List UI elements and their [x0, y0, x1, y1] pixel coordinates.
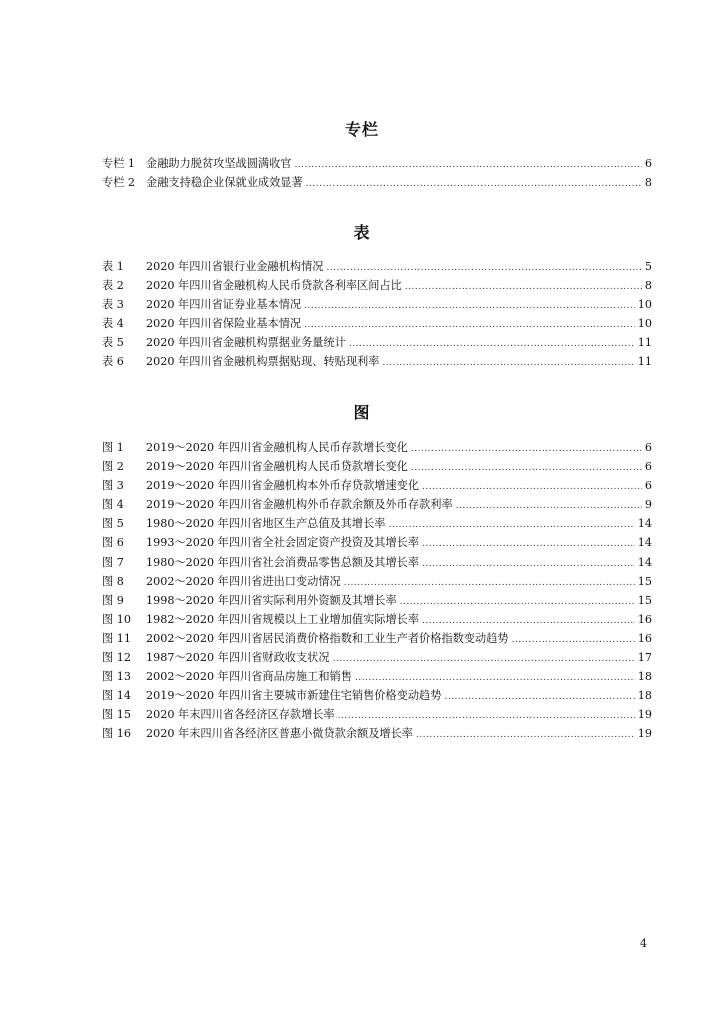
toc-entry-text: 1987～2020 年四川省财政收支状况: [146, 651, 330, 665]
toc-entry[interactable]: [102, 155, 652, 174]
toc-entry-page: 15: [637, 574, 652, 588]
toc-entry-text: 2019～2020 年四川省金融机构本外币存贷款增速变化: [146, 479, 420, 493]
figures-section-title: 图: [353, 403, 371, 422]
toc-entry[interactable]: [102, 573, 652, 592]
toc-entry-text: 2020 年末四川省各经济区普惠小微贷款余额及增长率: [146, 727, 413, 741]
toc-entry-label: 图 5: [102, 517, 124, 531]
toc-entry-label: 专栏 1: [102, 157, 136, 170]
toc-entry-page: 8: [644, 279, 652, 293]
toc-entry[interactable]: [102, 496, 652, 515]
toc-entry-label: 图 4: [102, 498, 124, 512]
toc-leader: [294, 160, 641, 170]
toc-entry[interactable]: [102, 725, 652, 744]
toc-entry-text: 2020 年四川省保险业基本情况: [146, 317, 302, 331]
toc-entry-label: 表 2: [102, 279, 124, 293]
toc-entry-text: 2020 年四川省金融机构人民币贷款各利率区间占比: [146, 279, 402, 293]
toc-leader: [338, 711, 635, 721]
toc-entry-text: 2020 年末四川省各经济区存款增长率: [146, 708, 335, 722]
toc-entry-page: 8: [644, 176, 652, 190]
toc-entry-label: 图 2: [102, 460, 124, 474]
toc-entry-label: 表 3: [102, 298, 124, 312]
toc-entry-page: 11: [637, 355, 652, 369]
toc-entry-page: 5: [644, 260, 652, 273]
toc-entry[interactable]: [102, 515, 652, 534]
toc-entry-label: 图 8: [102, 574, 124, 588]
toc-entry[interactable]: [102, 277, 652, 296]
toc-entry-text: 1980～2020 年四川省地区生产总值及其增长率: [146, 517, 386, 531]
tables-section-title: 表: [353, 223, 371, 242]
toc-entry[interactable]: [102, 458, 652, 477]
toc-leader: [405, 282, 642, 292]
toc-leader: [422, 559, 635, 569]
figures-toc-list: [102, 439, 652, 745]
toc-entry-label: 表 6: [102, 355, 124, 369]
toc-entry-page: 14: [637, 517, 652, 531]
toc-entry-label: 图 7: [102, 555, 124, 569]
toc-entry-page: 19: [637, 727, 652, 741]
toc-entry-label: 图 9: [102, 593, 124, 607]
toc-entry-page: 17: [637, 651, 652, 665]
toc-entry-page: 16: [637, 612, 652, 626]
toc-entry[interactable]: [102, 649, 652, 668]
toc-entry[interactable]: [102, 630, 652, 649]
toc-entry-text: 2019～2020 年四川省金融机构外币存款余额及外币存款利率: [146, 498, 453, 512]
tables-toc-list: [102, 258, 652, 373]
toc-entry-page: 19: [637, 708, 652, 722]
toc-entry-text: 金融助力脱贫攻坚战圆满收官: [146, 157, 292, 170]
columns-toc-list: [102, 155, 652, 193]
toc-entry-page: 6: [644, 460, 652, 474]
toc-leader: [422, 482, 642, 492]
toc-entry-text: 2020 年四川省银行业金融机构情况: [146, 260, 324, 273]
toc-leader: [512, 635, 635, 645]
toc-entry[interactable]: [102, 296, 652, 315]
toc-entry-text: 1993～2020 年四川省全社会固定资产投资及其增长率: [146, 536, 420, 550]
toc-entry-label: 专栏 2: [102, 176, 136, 190]
toc-leader: [382, 358, 634, 368]
toc-entry-label: 图 10: [102, 612, 131, 626]
toc-leader: [333, 654, 635, 664]
toc-entry-label: 图 16: [102, 727, 131, 741]
toc-entry-text: 1982～2020 年四川省规模以上工业增加值实际增长率: [146, 612, 420, 626]
toc-leader: [444, 692, 634, 702]
toc-entry[interactable]: [102, 668, 652, 687]
toc-entry-text: 2002～2020 年四川省居民消费价格指数和工业生产者价格指数变动趋势: [146, 631, 509, 645]
toc-entry-text: 2019～2020 年四川省主要城市新建住宅销售价格变动趋势: [146, 689, 442, 703]
toc-entry-page: 6: [644, 479, 652, 493]
toc-entry-text: 2020 年四川省金融机构票据贴现、转贴现利率: [146, 355, 380, 369]
toc-entry-label: 图 12: [102, 651, 131, 665]
toc-leader: [344, 578, 635, 588]
toc-entry[interactable]: [102, 315, 652, 334]
toc-entry[interactable]: [102, 554, 652, 573]
toc-entry-text: 2019～2020 年四川省金融机构人民币贷款增长变化: [146, 460, 408, 474]
toc-entry-page: 16: [637, 631, 652, 645]
toc-entry-label: 表 4: [102, 317, 124, 331]
toc-leader: [355, 673, 635, 683]
toc-leader: [304, 320, 635, 330]
toc-entry-page: 9: [644, 498, 652, 512]
toc-entry[interactable]: [102, 353, 652, 372]
toc-entry[interactable]: [102, 611, 652, 630]
toc-entry-text: 1980～2020 年四川省社会消费品零售总额及其增长率: [146, 555, 420, 569]
toc-entry-label: 图 11: [102, 631, 131, 645]
toc-leader: [400, 597, 635, 607]
toc-entry-label: 图 15: [102, 708, 131, 722]
toc-entry-text: 2019～2020 年四川省金融机构人民币存款增长变化: [146, 441, 408, 454]
toc-entry-text: 1998～2020 年四川省实际利用外资额及其增长率: [146, 593, 397, 607]
toc-entry-page: 10: [637, 298, 652, 312]
toc-entry-page: 18: [637, 670, 652, 684]
columns-section-title: 专栏: [344, 120, 379, 139]
toc-entry-label: 图 14: [102, 689, 131, 703]
toc-leader: [306, 179, 642, 189]
toc-entry-label: 图 13: [102, 670, 131, 684]
toc-leader: [389, 520, 635, 530]
toc-entry-label: 图 1: [102, 441, 124, 454]
toc-entry[interactable]: [102, 334, 652, 353]
toc-entry[interactable]: [102, 174, 652, 193]
toc-leader: [456, 501, 642, 511]
toc-entry-page: 15: [637, 593, 652, 607]
toc-leader: [349, 339, 635, 349]
toc-entry[interactable]: [102, 534, 652, 553]
toc-leader: [411, 463, 642, 473]
toc-entry[interactable]: [102, 258, 652, 277]
toc-entry-text: 金融支持稳企业保就业成效显著: [146, 176, 303, 190]
toc-entry-text: 2002～2020 年四川省商品房施工和销售: [146, 670, 352, 684]
toc-entry-label: 图 3: [102, 479, 124, 493]
toc-entry-label: 图 6: [102, 536, 124, 550]
toc-entry-page: 10: [637, 317, 652, 331]
toc-leader: [326, 263, 641, 273]
toc-entry-page: 6: [644, 441, 652, 454]
toc-entry[interactable]: [102, 687, 652, 706]
page-number: 4: [640, 937, 647, 950]
toc-leader: [422, 539, 635, 549]
toc-entry-label: 表 1: [102, 260, 124, 273]
toc-entry-page: 11: [637, 336, 652, 350]
toc-leader: [422, 616, 635, 626]
toc-entry-page: 14: [637, 555, 652, 569]
toc-entry[interactable]: [102, 439, 652, 458]
toc-entry[interactable]: [102, 706, 652, 725]
toc-leader: [416, 730, 635, 740]
toc-entry-label: 表 5: [102, 336, 124, 350]
toc-entry[interactable]: [102, 477, 652, 496]
toc-entry-page: 14: [637, 536, 652, 550]
toc-entry-text: 2002～2020 年四川省进出口变动情况: [146, 574, 341, 588]
toc-leader: [411, 444, 642, 454]
toc-entry[interactable]: [102, 592, 652, 611]
toc-entry-text: 2020 年四川省证券业基本情况: [146, 298, 302, 312]
toc-entry-text: 2020 年四川省金融机构票据业务量统计: [146, 336, 346, 350]
toc-entry-page: 6: [644, 157, 652, 170]
toc-entry-page: 18: [637, 689, 652, 703]
toc-leader: [304, 301, 635, 311]
